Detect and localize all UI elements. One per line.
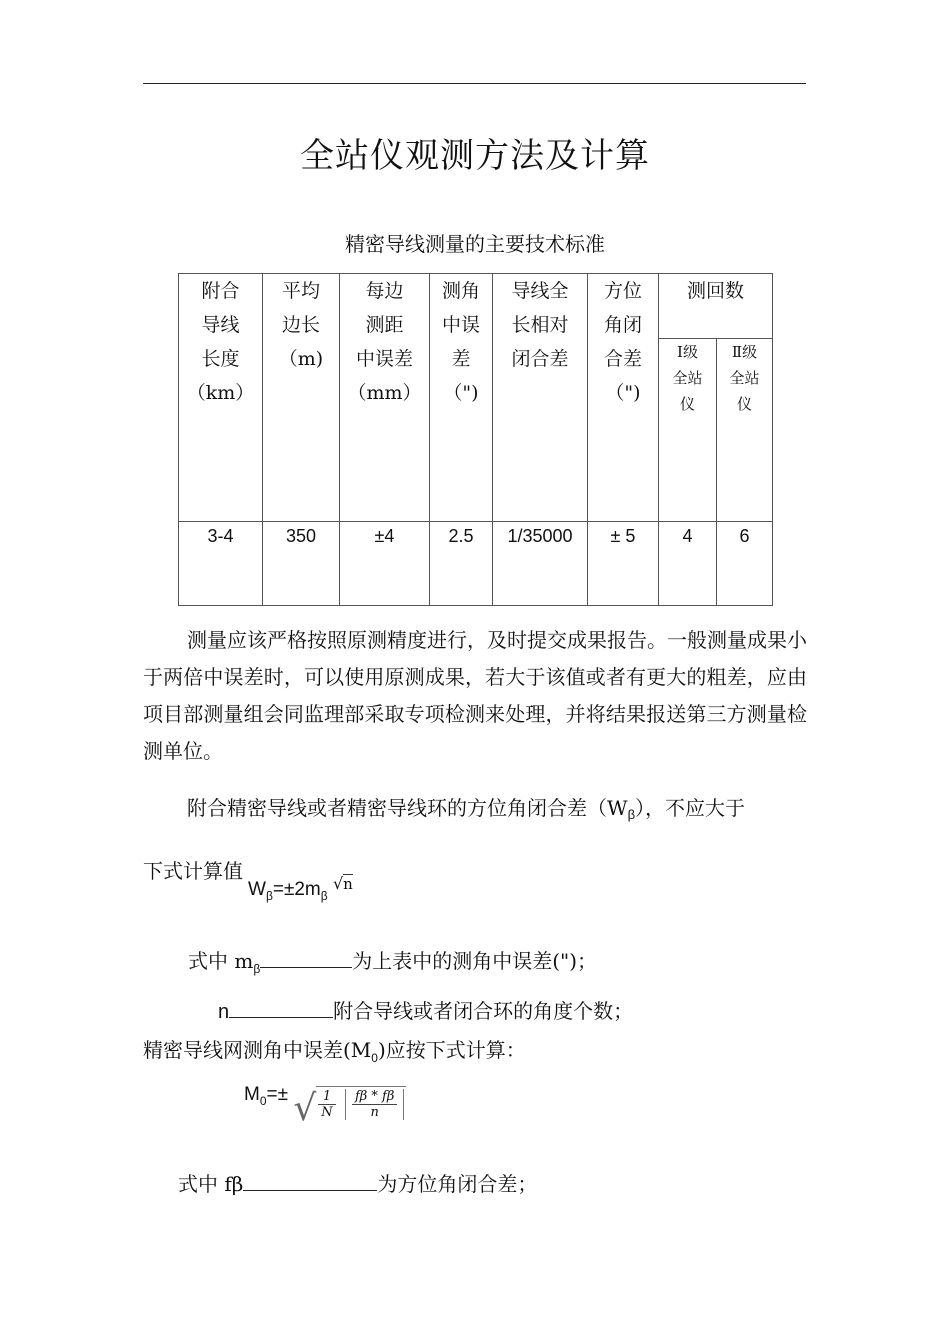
formula-m0: $M_0=\pm$ √ $\frac{1}{N}$ $\frac{f\beta * f\beta}{n}$ [244,1084,406,1129]
table-cell: 1/35000 [493,522,588,606]
header-cell: 每边 测距 中误差 （mm） [340,274,430,522]
header-cell: 方位 角闭 合差 （") [588,274,659,522]
table-cell: 2.5 [430,522,493,606]
formula-w-beta: $W_\beta=\pm 2m_\beta$ $^{√n}$ [248,874,353,903]
group-header-cell: 测回数 [659,274,773,339]
header-cell: 附合 导线 长度 （km） [179,274,263,522]
standards-table [178,273,773,606]
table-caption: 精密导线测量的主要技术标准 [345,232,605,256]
header-cell: 导线全 长相对 闭合差 [493,274,588,522]
sqrt-symbol: √ [293,1088,317,1129]
table-cell: 4 [659,522,717,606]
m0-intro: 精密导线网测角中误差$(M_0)$应按下式计算： [143,1038,526,1065]
where-f-beta: 式中 fβ 为方位角闭合差； [178,1172,538,1196]
table-cell: 6 [717,522,773,606]
page-title: 全站仪观测方法及计算 [300,136,650,176]
sub-header-cell: Ⅱ级 全站 仪 [717,339,773,522]
where-n: n 附合导线或者闭合环的角度个数； [218,999,634,1023]
top-rule [143,83,806,84]
table-cell: 3-4 [179,522,263,606]
header-cell: 测角 中误 差 （") [430,274,493,522]
fraction-1-over-n: $\frac{1}{N}$ [318,1089,335,1120]
table-cell: ±4 [340,522,430,606]
sub-header-cell: Ⅰ级 全站 仪 [659,339,717,522]
header-cell: 平均 边长 （m) [263,274,340,522]
fraction-fb-squared: $\frac{f\beta * f\beta}{n}$ [352,1089,397,1120]
where-m-beta: 式中 $m_\beta$ 为上表中的测角中误差(")； [188,949,598,976]
paragraph-report: 测量应该严格按照原测精度进行，及时提交成果报告。一般测量成果小于两倍中误差时，可以使用原测成果，若大于该值或者有更大的粗差，应由项目部测量组会同监理部采取专项检测来处理，并将结果报送第三方测量检测单位。 [143,628,807,763]
table-cell: ± 5 [588,522,659,606]
sqrt-symbol: √n [332,874,353,893]
table-cell: 350 [263,522,340,606]
paragraph-closure: 附合精密导线或者精密导线环的方位角闭合差$(W_\beta)$，不应大于 下式计算值 [143,796,746,883]
